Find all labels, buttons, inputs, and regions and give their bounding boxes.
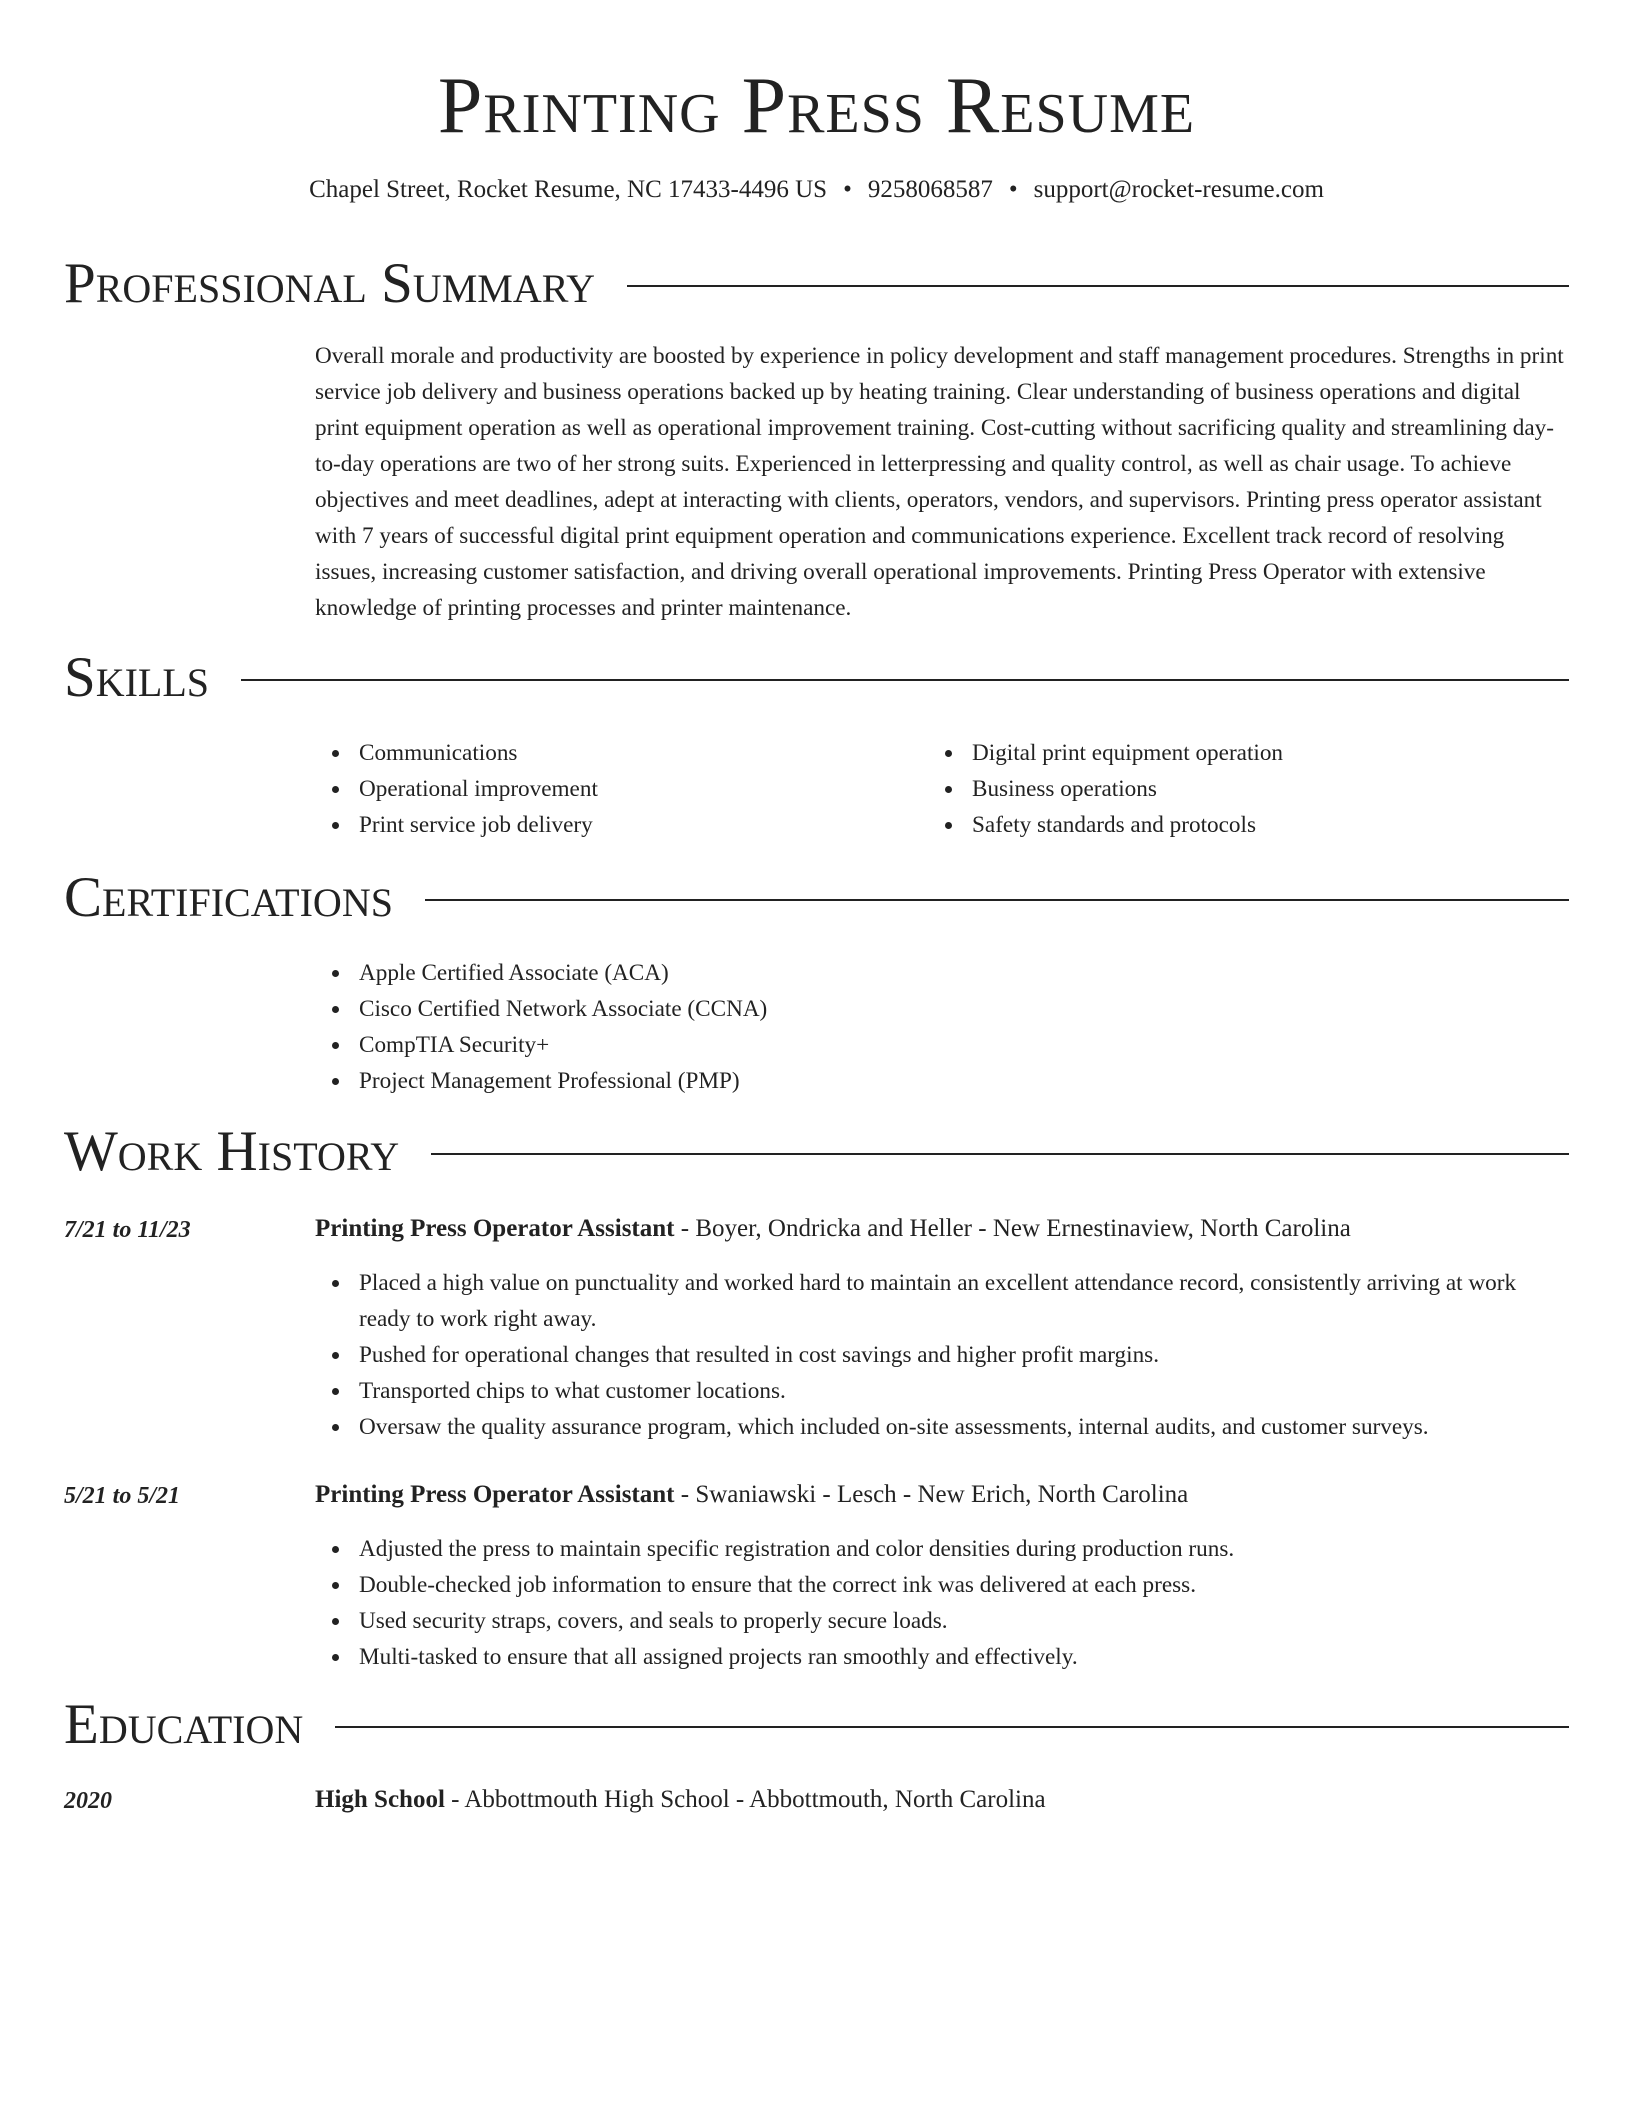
contact-separator: • <box>1008 176 1018 203</box>
certifications-section-header <box>64 866 1569 930</box>
skill-item: Business operations <box>928 771 1528 807</box>
job-bullet: Used security straps, covers, and seals to properly secure loads. <box>315 1603 1569 1639</box>
certifications-heading: Certifications <box>64 866 393 929</box>
job-bullets <box>315 1531 1569 1675</box>
education-degree: High School <box>315 1786 445 1813</box>
skill-item: Digital print equipment operation <box>928 735 1528 771</box>
job-header <box>315 1477 1569 1513</box>
job-bullet: Oversaw the quality assurance program, which included on-site assessments, internal audits, and customer surveys. <box>315 1409 1569 1445</box>
section-divider <box>627 285 1569 287</box>
job-bullet: Placed a high value on punctuality and worked hard to maintain an excellent attendance record, consistently arriving at work ready to work right away. <box>315 1265 1569 1337</box>
contact-email: support@rocket-resume.com <box>1033 176 1324 203</box>
section-divider <box>431 1153 1569 1155</box>
section-divider <box>335 1726 1569 1728</box>
education-year: 2020 <box>64 1788 112 1814</box>
contact-address: Chapel Street, Rocket Resume, NC 17433-4496 US <box>309 176 828 203</box>
skills-list-left <box>315 735 915 843</box>
certification-item: Cisco Certified Network Associate (CCNA) <box>315 991 1569 1027</box>
education-details: - Abbottmouth High School - Abbottmouth, North Carolina <box>444 1786 1046 1813</box>
job-bullet: Transported chips to what customer locations. <box>315 1373 1569 1409</box>
education-section-header <box>64 1693 1569 1757</box>
summary-heading: Professional Summary <box>64 252 596 315</box>
contact-separator: • <box>843 176 852 203</box>
job-dates: 5/21 to 5/21 <box>64 1483 181 1509</box>
summary-text: Overall morale and productivity are boosted by experience in policy development and staff management procedures. Strengths in print service job delivery and business operations backed up by heating training. Clear understanding of business operations and digital print equipment operation as well as operational improvement training. Cost-cutting without sacrificing quality and streamlining day-to-day operations are two of her strong suits. Experienced in letterpressing and quality control, as well as chair usage. To achieve objectives and meet deadlines, adept at interacting with clients, operators, vendors, and supervisors. Printing press operator assistant with 7 years of successful digital print equipment operation and communications experience. Excellent track record of resolving issues, increasing customer satisfaction, and driving overall operational improvements. Printing Press Operator with extensive knowledge of printing processes and printer maintenance. <box>315 343 1564 621</box>
contact-line <box>64 172 1569 208</box>
job-bullet: Double-checked job information to ensure that the correct ink was delivered at each press. <box>315 1567 1569 1603</box>
section-divider <box>425 899 1569 901</box>
work-heading: Work History <box>64 1120 400 1183</box>
skills-section-header <box>64 646 1569 710</box>
job-header <box>315 1211 1569 1247</box>
resume-title: Printing Press Resume <box>437 62 1196 150</box>
job-details: - Boyer, Ondricka and Heller - New Ernestinaview, North Carolina <box>674 1215 1351 1242</box>
certification-item: Project Management Professional (PMP) <box>315 1063 1569 1099</box>
education-header <box>315 1782 1569 1818</box>
job-title: Printing Press Operator Assistant <box>315 1481 675 1508</box>
job-title: Printing Press Operator Assistant <box>315 1215 675 1242</box>
job-bullet: Multi-tasked to ensure that all assigned projects ran smoothly and effectively. <box>315 1639 1569 1675</box>
skill-item: Print service job delivery <box>315 807 915 843</box>
skill-item: Operational improvement <box>315 771 915 807</box>
skill-item: Safety standards and protocols <box>928 807 1528 843</box>
certifications-list <box>315 955 1569 1099</box>
certification-item: Apple Certified Associate (ACA) <box>315 955 1569 991</box>
job-dates: 7/21 to 11/23 <box>64 1217 191 1243</box>
skills-heading: Skills <box>64 646 210 709</box>
work-section-header <box>64 1120 1569 1184</box>
job-bullet: Pushed for operational changes that resulted in cost savings and higher profit margins. <box>315 1337 1569 1373</box>
contact-phone: 9258068587 <box>867 176 993 203</box>
skill-item: Communications <box>315 735 915 771</box>
job-bullets <box>315 1265 1569 1445</box>
skills-list-right <box>928 735 1528 843</box>
certification-item: CompTIA Security+ <box>315 1027 1569 1063</box>
job-details: - Swaniawski - Lesch - New Erich, North Carolina <box>674 1481 1189 1508</box>
section-divider <box>241 679 1569 681</box>
job-bullet: Adjusted the press to maintain specific registration and color densities during production runs. <box>315 1531 1569 1567</box>
education-heading: Education <box>64 1693 304 1756</box>
summary-section-header <box>64 252 1569 316</box>
